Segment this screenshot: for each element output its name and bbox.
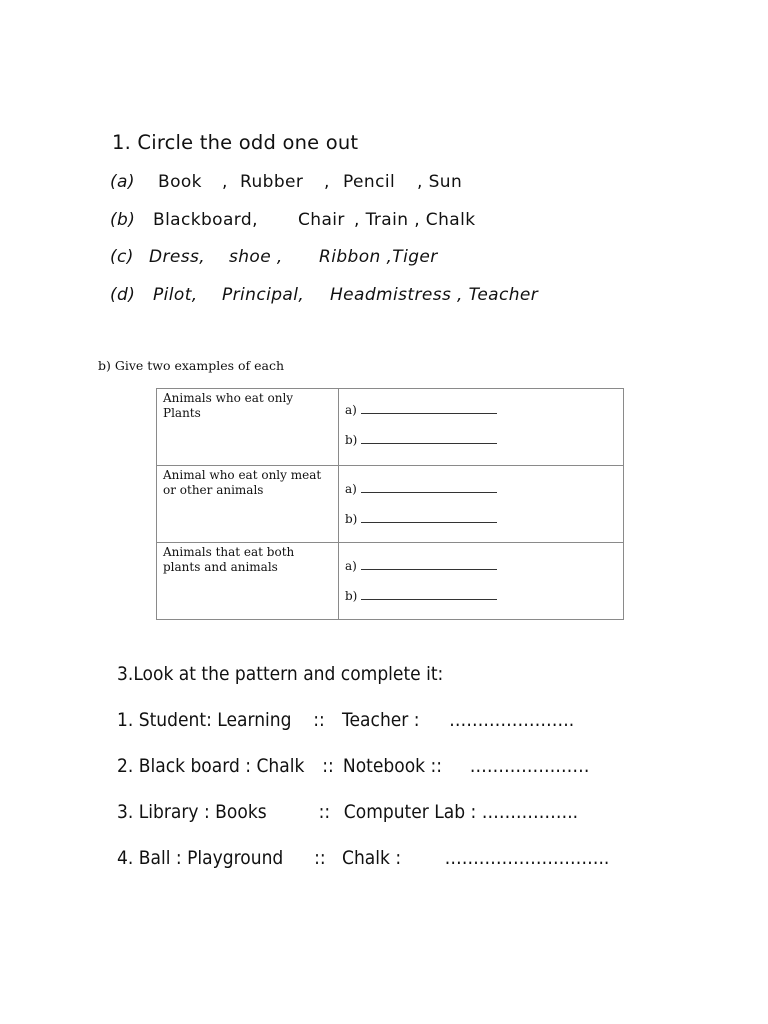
answer-cell [339, 543, 624, 620]
answer-line-b[interactable]: b) [345, 512, 497, 526]
pattern-blank[interactable]: ……………………….. [444, 847, 610, 869]
row-label: (d) [110, 285, 136, 305]
answer-line-b[interactable]: b) [345, 433, 497, 447]
odd-one-row-b [110, 210, 476, 230]
pattern-right[interactable]: Computer Lab : …………….. [343, 801, 579, 823]
word: , Sun [417, 172, 463, 192]
word: Pencil [343, 172, 396, 192]
examples-table [156, 388, 624, 620]
word: Ribbon ,Tiger [319, 247, 438, 267]
section1-title: 1. Circle the odd one out [112, 131, 359, 154]
category-cell: Animals who eat only Plants [157, 389, 339, 466]
word: , Train , Chalk [354, 210, 476, 230]
answer-line-b[interactable]: b) [345, 589, 497, 603]
answer-line-a[interactable]: a) [345, 559, 497, 573]
table-row [157, 543, 624, 620]
odd-one-row-d [110, 285, 539, 305]
category-cell: Animal who eat only meat or other animals [157, 466, 339, 543]
pattern-left: 3. Library : Books [117, 801, 267, 823]
pattern-blank[interactable]: ………………… [469, 755, 590, 777]
word: , [324, 172, 330, 192]
answer-line-a[interactable]: a) [345, 482, 497, 496]
pattern-right: Chalk : [342, 847, 402, 869]
pattern-right: Teacher : [342, 709, 420, 731]
category-cell: Animals that eat both plants and animals [157, 543, 339, 620]
word: Dress, [149, 247, 206, 267]
pattern-separator: :: [322, 755, 334, 777]
word: Principal, [222, 285, 305, 305]
pattern-separator: :: [318, 801, 331, 823]
word: Book [158, 172, 202, 192]
pattern-right: Notebook :: [342, 755, 443, 777]
row-label: (a) [110, 172, 135, 192]
table-row [157, 466, 624, 543]
pattern-separator: :: [314, 847, 326, 869]
pattern-left: 1. Student: Learning [117, 709, 292, 731]
answer-cell [339, 466, 624, 543]
word: Blackboard, [153, 210, 258, 230]
row-label: (c) [110, 247, 134, 267]
odd-one-row-a [110, 172, 463, 192]
word: Rubber [240, 172, 304, 192]
answer-line-a[interactable]: a) [345, 403, 497, 417]
answer-cell [339, 389, 624, 466]
row-label: (b) [110, 210, 136, 230]
table-row [157, 389, 624, 466]
word: shoe , [229, 247, 283, 267]
section2-title: b) Give two examples of each [98, 358, 285, 373]
word: Headmistress , Teacher [330, 285, 539, 305]
section3-title: 3.Look at the pattern and complete it: [117, 663, 444, 685]
word: Pilot, [153, 285, 198, 305]
odd-one-row-c [110, 247, 438, 267]
pattern-blank[interactable]: …………………. [449, 709, 575, 731]
pattern-separator: :: [313, 709, 325, 731]
pattern-left: 4. Ball : Playground [117, 847, 284, 869]
word: , [222, 172, 228, 192]
pattern-left: 2. Black board : Chalk [117, 755, 305, 777]
word: Chair [298, 210, 345, 230]
